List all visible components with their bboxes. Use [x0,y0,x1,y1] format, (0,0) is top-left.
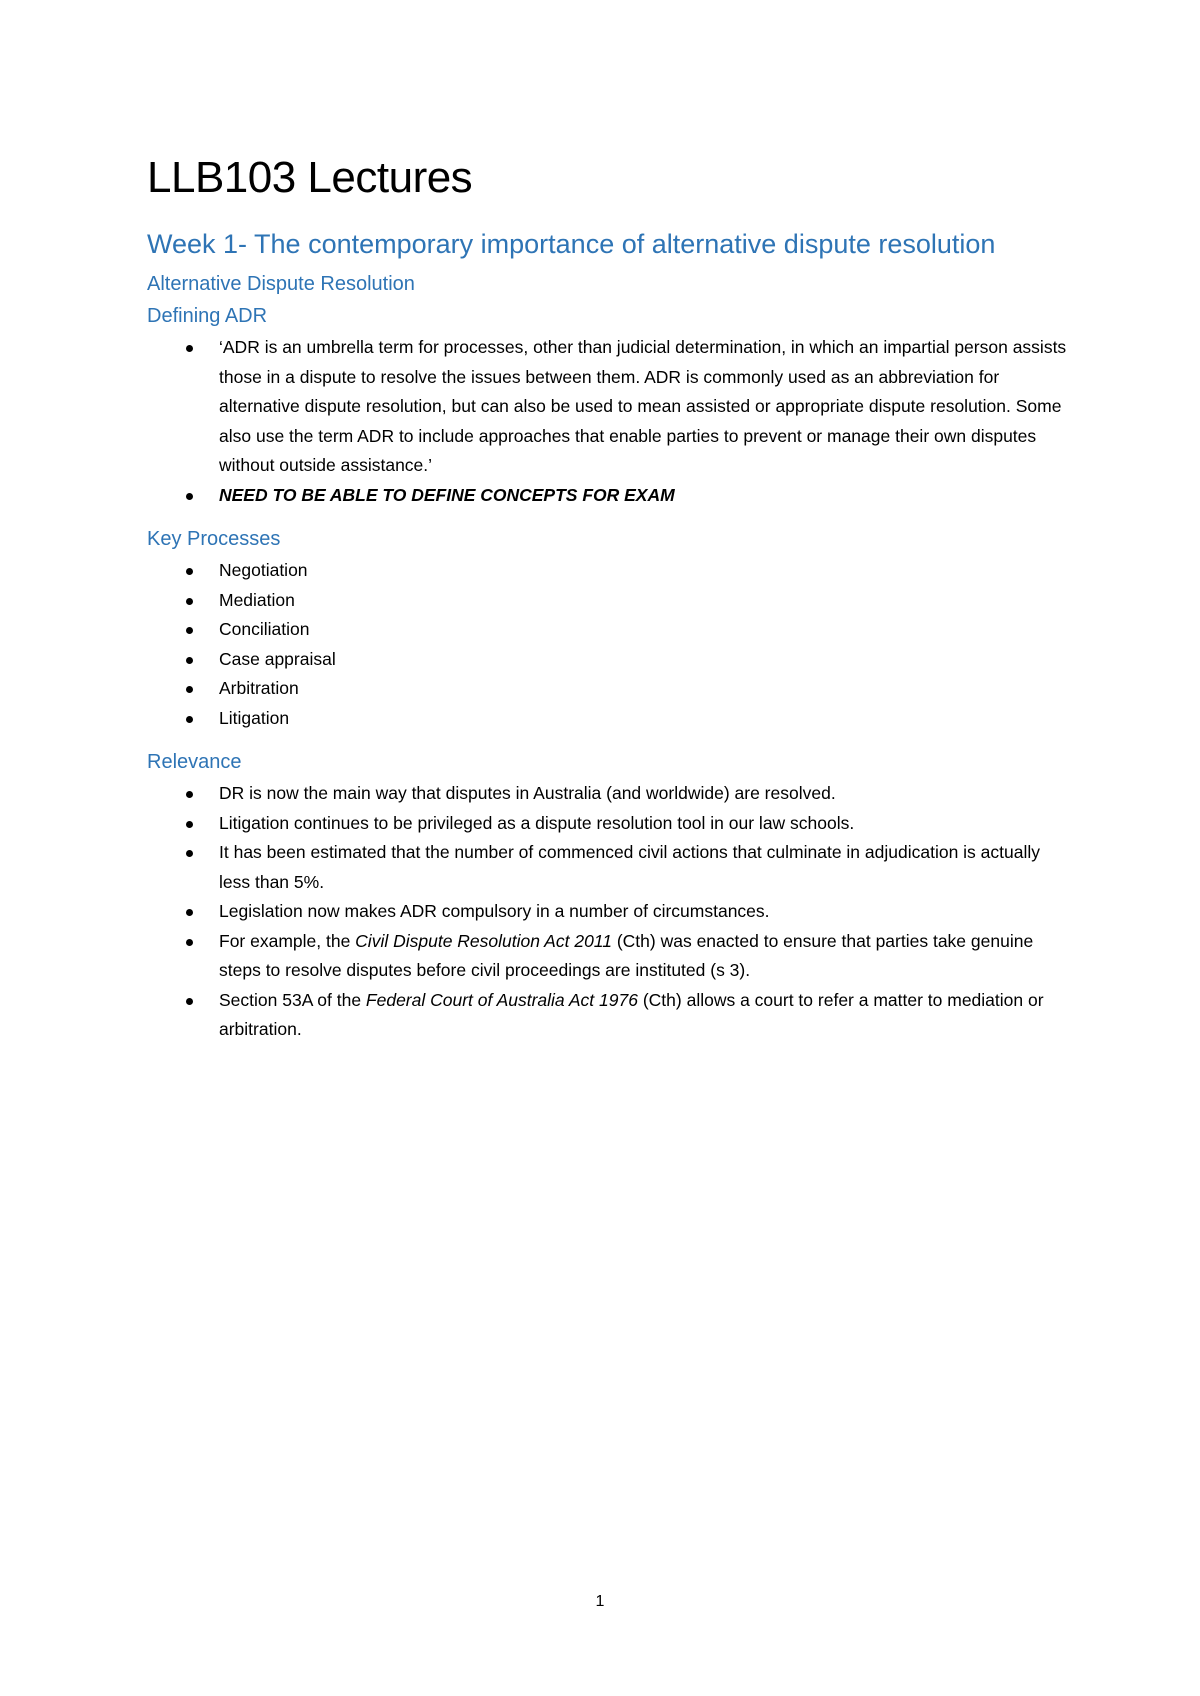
list-item [147,927,1067,986]
list-item [147,586,1067,616]
process-label: Arbitration [219,678,299,698]
relevance-text: It has been estimated that the number of commenced civil actions that culminate in adjudication is actually less than 5%. [219,842,1040,892]
process-label: Litigation [219,707,290,728]
bullet-icon [186,345,193,352]
list-item [147,333,1067,481]
relevance-text: DR is now the main way that disputes in Australia (and worldwide) are resolved. [219,783,836,803]
bullet-icon [186,939,193,946]
relevance-heading: Relevance [147,751,242,773]
adr-definition-quote: ‘ADR is an umbrella term for processes, other than judicial determination, in which an impartial person assists those in a dispute to resolve the issues between them. ADR is commonly used as an abbreviation for alternative dispute resolution, but can also be used to mean assisted or appropriate dispute resolution. Some also use the term ADR to include approaches that enable parties to prevent or manage their own disputes without outside assistance.’ [219,337,1067,475]
bullet-icon [186,998,193,1005]
page-number: 1 [595,1593,605,1610]
relevance-text: Legislation now makes ADR compulsory in a number of circumstances. [219,901,770,921]
list-item [147,838,1067,897]
example-suffix: (Cth) was enacted to ensure that parties take genuine steps to resolve disputes before civil proceedings are instituted (s 3). [219,930,1034,980]
list-item [147,481,1067,511]
list-item [147,897,1067,927]
defining-adr-list [147,333,1067,510]
act-citation: Civil Dispute Resolution Act 2011 [355,930,612,951]
bullet-icon [186,791,193,798]
exam-note: NEED TO BE ABLE TO DEFINE CONCEPTS FOR EXAM [219,484,675,505]
bullet-icon [186,686,193,693]
process-label: Case appraisal [219,648,336,669]
bullet-icon [186,627,193,634]
relevance-list [147,779,1067,1045]
page-content [147,150,1067,1045]
defining-adr-heading: Defining ADR [147,305,268,327]
list-item [147,615,1067,645]
act-citation: Federal Court of Australia Act 1976 [365,989,638,1010]
example-prefix: For example, the [219,930,356,951]
process-label: Mediation [219,589,295,610]
section53a-prefix: Section 53A of the [219,989,366,1010]
bullet-icon [186,568,193,575]
relevance-section53a [219,990,1044,1040]
section-heading: Alternative Dispute Resolution [147,273,415,295]
list-item [147,779,1067,809]
bullet-icon [186,657,193,664]
list-item [147,809,1067,839]
bullet-icon [186,493,193,500]
key-processes-heading: Key Processes [147,528,281,550]
list-item [147,704,1067,734]
bullet-icon [186,716,193,723]
bullet-icon [186,598,193,605]
list-item [147,674,1067,704]
process-label: Negotiation [219,560,308,580]
list-item [147,556,1067,586]
key-processes-list [147,556,1067,733]
bullet-icon [186,850,193,857]
process-label: Conciliation [219,619,310,639]
section53a-suffix: (Cth) allows a court to refer a matter to mediation or arbitration. [219,989,1044,1039]
relevance-text: Litigation continues to be privileged as a dispute resolution tool in our law schools. [219,812,855,833]
document-title: LLB103 Lectures [147,153,473,202]
list-item [147,986,1067,1045]
list-item [147,645,1067,675]
relevance-example [219,931,1033,981]
week-heading: Week 1- The contemporary importance of alternative dispute resolution [147,229,996,259]
bullet-icon [186,909,193,916]
bullet-icon [186,821,193,828]
